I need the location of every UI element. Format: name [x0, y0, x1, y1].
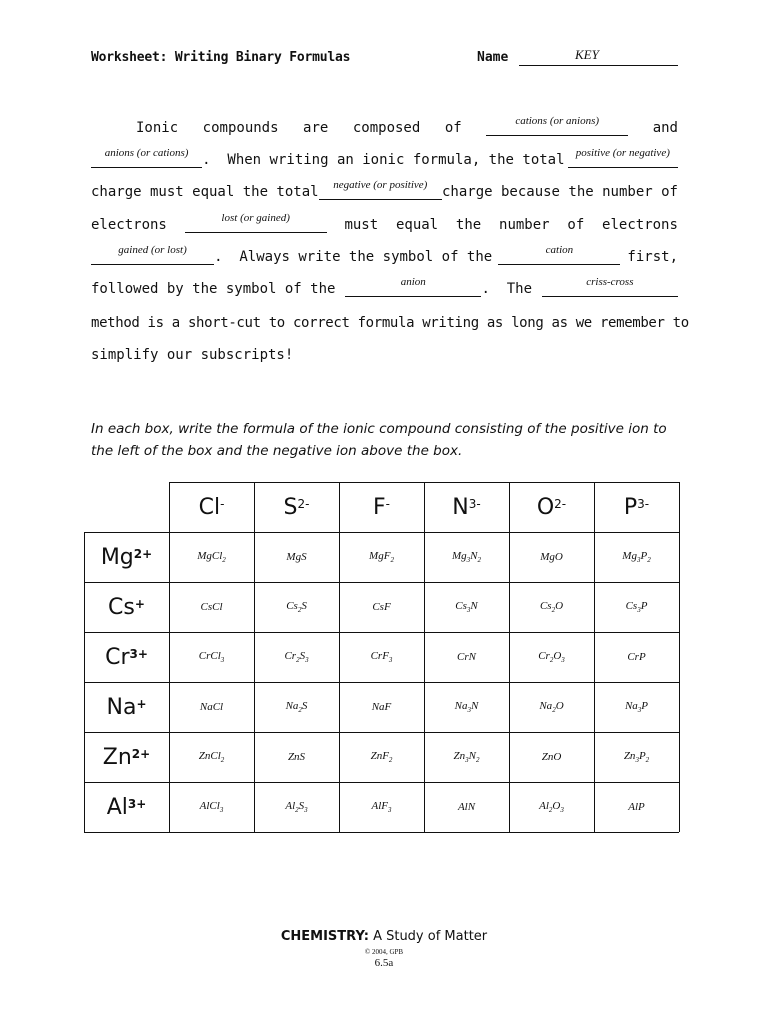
subscript: 2: [296, 656, 300, 665]
subscript: 2: [222, 556, 226, 565]
cation-charge: 3+: [127, 797, 147, 811]
formula-cell[interactable]: [594, 532, 679, 582]
element-symbol: AlP: [628, 801, 645, 813]
anion-header: [594, 482, 679, 532]
element-symbol: Mg: [451, 549, 467, 562]
subscript: 3: [305, 656, 309, 665]
text: charge must equal the total: [91, 184, 319, 200]
formula-text: [285, 800, 307, 814]
cation-label: [84, 732, 169, 782]
formula-cell[interactable]: [594, 682, 679, 732]
formula-text: [369, 550, 394, 564]
element-symbol: S: [301, 599, 307, 612]
word: composed: [352, 120, 421, 136]
anion-charge: 2-: [554, 497, 567, 511]
cation-label: [84, 582, 169, 632]
text: . The: [481, 281, 533, 297]
formula-text: [628, 801, 645, 813]
element-symbol: CrN: [457, 651, 476, 663]
text: method is a short-cut to correct formula writing as long as we remember to: [91, 315, 689, 331]
element-symbol: S: [301, 699, 308, 712]
formula-text: [627, 651, 645, 663]
formula-cell[interactable]: [594, 582, 679, 632]
text: simplify our subscripts!: [91, 347, 294, 363]
answer-2: anions (or cations): [104, 147, 189, 159]
paragraph-line-3: [91, 178, 678, 200]
subscript: 3: [561, 656, 565, 665]
formula-cell[interactable]: [339, 532, 424, 582]
element-symbol: O: [553, 649, 562, 662]
element-symbol: Na: [285, 699, 299, 712]
formula-cell[interactable]: [169, 782, 254, 832]
element-symbol: O: [555, 699, 564, 712]
word: compounds: [202, 120, 279, 136]
formula-text: [542, 751, 562, 763]
subscript: 2: [297, 606, 302, 615]
formula-cell[interactable]: [424, 582, 509, 632]
answer-9: criss-cross: [586, 276, 634, 288]
formula-text: [458, 801, 475, 813]
element-symbol: CrP: [627, 651, 646, 663]
formula-text: [540, 600, 563, 614]
blank-4[interactable]: [319, 181, 442, 200]
element-symbol: Zn: [453, 749, 466, 762]
name-line: [519, 65, 678, 66]
anion-charge: 3-: [468, 497, 481, 511]
formula-text: [286, 551, 306, 563]
subscript: 2: [549, 656, 554, 665]
element-symbol: O: [555, 599, 564, 612]
anion-symbol: N: [452, 494, 469, 520]
blank-1[interactable]: [486, 117, 628, 136]
word: the: [455, 217, 482, 233]
cation-symbol: Zn: [102, 744, 132, 770]
formula-cell[interactable]: [254, 732, 339, 782]
formula-cell[interactable]: [594, 782, 679, 832]
element-symbol: Na: [539, 699, 553, 712]
subscript: 3: [465, 756, 469, 765]
anion-symbol: P: [623, 494, 638, 520]
element-symbol: S: [298, 799, 305, 812]
formula-cell[interactable]: [424, 632, 509, 682]
subscript: 3: [304, 806, 308, 815]
element-symbol: Al: [285, 799, 296, 812]
formula-text: [200, 701, 223, 713]
subscript: 3: [219, 806, 224, 815]
anion-charge: -: [220, 497, 225, 511]
ionic-compound-grid: [84, 482, 679, 832]
element-symbol: AlF: [371, 799, 388, 812]
element-symbol: NaCl: [199, 701, 224, 713]
element-symbol: MgF: [369, 549, 391, 562]
element-symbol: N: [470, 549, 478, 562]
formula-cell[interactable]: [339, 582, 424, 632]
anion-symbol: Cl: [198, 494, 221, 520]
paragraph-line-1: [136, 114, 678, 136]
cation-symbol: Na: [106, 694, 137, 720]
answer-8: anion: [400, 276, 426, 288]
cation-charge: 2+: [131, 747, 151, 761]
subscript: 2: [645, 756, 650, 765]
formula-text: [372, 601, 390, 613]
formula-text: [286, 600, 307, 614]
formula-cell[interactable]: [424, 682, 509, 732]
answer-7: cation: [545, 244, 574, 256]
word: number: [499, 217, 550, 233]
formula-text: [284, 650, 308, 664]
blank-2[interactable]: [91, 149, 202, 168]
anion-symbol: F: [373, 494, 386, 520]
cation-label: [84, 532, 169, 582]
word: electrons: [602, 217, 678, 233]
formula-text: [200, 601, 222, 613]
answer-6: gained (or lost): [118, 244, 187, 256]
subscript: 3: [220, 656, 225, 665]
blank-5[interactable]: [185, 214, 327, 233]
cation-label: [84, 682, 169, 732]
element-symbol: ZnCl: [198, 749, 221, 762]
word: equal: [395, 217, 439, 233]
formula-text: [452, 550, 481, 564]
element-symbol: P: [638, 749, 646, 762]
element-symbol: ZnS: [287, 751, 306, 763]
word: of: [567, 217, 585, 233]
anion-header: [509, 482, 594, 532]
subscript: 2: [388, 756, 393, 765]
subscript: 2: [220, 756, 225, 765]
subscript: 3: [388, 806, 392, 815]
element-symbol: Na: [454, 699, 468, 712]
formula-text: [457, 651, 476, 663]
formula-text: [200, 800, 224, 814]
element-symbol: MgS: [286, 551, 307, 563]
formula-cell[interactable]: [509, 632, 594, 682]
formula-cell[interactable]: [339, 732, 424, 782]
formula-text: [539, 800, 564, 814]
cation-charge: 3+: [129, 647, 148, 661]
page-number: 6.5a: [374, 957, 394, 969]
element-symbol: MgO: [540, 551, 563, 563]
formula-cell[interactable]: [169, 682, 254, 732]
answer-5: lost (or gained): [221, 212, 290, 224]
answer-1: cations (or anions): [515, 115, 600, 127]
anion-header: [424, 482, 509, 532]
subscript: 2: [647, 556, 651, 565]
anion-symbol: S: [283, 494, 298, 520]
element-symbol: O: [552, 799, 561, 812]
cation-charge: +: [134, 597, 145, 611]
element-symbol: ZnF: [370, 749, 389, 762]
element-symbol: N: [471, 699, 479, 712]
formula-text: [622, 550, 650, 564]
formula-text: [626, 600, 648, 614]
formula-cell[interactable]: [169, 582, 254, 632]
element-symbol: ZnO: [541, 751, 562, 763]
subscript: 3: [560, 806, 564, 815]
subscript: 3: [467, 706, 471, 715]
formula-cell[interactable]: [254, 782, 339, 832]
formula-cell[interactable]: [509, 582, 594, 632]
subscript: 2: [298, 706, 302, 715]
word: electrons: [91, 217, 167, 233]
formula-cell[interactable]: [594, 632, 679, 682]
paragraph-line-8: [91, 341, 678, 363]
worksheet-title: Worksheet: Writing Binary Formulas: [91, 50, 351, 65]
formula-cell[interactable]: [424, 532, 509, 582]
subscript: 3: [466, 556, 471, 565]
subscript: 3: [388, 656, 393, 665]
element-symbol: Cs: [286, 599, 298, 612]
text: . When writing an ionic formula, the total: [202, 152, 565, 168]
formula-cell[interactable]: [169, 532, 254, 582]
subscript: 3: [636, 556, 641, 565]
paragraph-line-2: [91, 146, 678, 168]
subscript: 2: [551, 606, 556, 615]
word: of: [444, 120, 462, 136]
text: charge because the number of: [441, 184, 678, 200]
word: must: [344, 217, 379, 233]
element-symbol: Cs: [625, 599, 638, 612]
subscript: 2: [548, 806, 553, 815]
element-symbol: P: [640, 599, 648, 612]
formula-text: [199, 750, 225, 764]
formula-text: [454, 750, 480, 764]
word: are: [303, 120, 329, 136]
element-symbol: MgCl: [197, 549, 223, 562]
formula-cell[interactable]: [254, 632, 339, 682]
anion-symbol: O: [536, 494, 555, 520]
formula-text: [288, 751, 305, 763]
element-symbol: CsCl: [200, 601, 223, 613]
element-symbol: NaF: [371, 701, 392, 713]
formula-cell[interactable]: [169, 632, 254, 682]
formula-cell[interactable]: [509, 782, 594, 832]
formula-text: [455, 600, 477, 614]
formula-cell[interactable]: [424, 732, 509, 782]
blank-7[interactable]: [498, 246, 620, 265]
element-symbol: Cr: [284, 649, 297, 662]
anion-header: [169, 482, 254, 532]
element-symbol: CsF: [372, 601, 391, 613]
paragraph-line-6: [91, 275, 678, 297]
text: . Always write the symbol of the: [214, 249, 493, 265]
cation-charge: 2+: [133, 547, 153, 561]
text: followed by the symbol of the: [91, 281, 336, 297]
cation-label: [84, 632, 169, 682]
element-symbol: Cs: [539, 599, 552, 612]
element-symbol: AlCl: [199, 799, 220, 812]
anion-header: [339, 482, 424, 532]
answer-4: negative (or positive): [333, 179, 428, 191]
formula-cell[interactable]: [339, 682, 424, 732]
element-symbol: Cr: [538, 649, 550, 662]
paragraph-line-7: [91, 309, 689, 331]
element-symbol: N: [470, 599, 478, 612]
anion-header: [254, 482, 339, 532]
element-symbol: CrCl: [198, 649, 221, 662]
word: and: [652, 120, 678, 136]
cation-symbol: Mg: [100, 544, 134, 570]
formula-text: [372, 800, 392, 814]
blank-8[interactable]: [345, 278, 481, 297]
formula-cell[interactable]: [509, 682, 594, 732]
element-symbol: S: [299, 649, 306, 662]
formula-text: [538, 650, 565, 664]
anion-charge: -: [385, 497, 390, 511]
formula-cell[interactable]: [169, 732, 254, 782]
subscript: 2: [477, 556, 481, 565]
anion-charge: 2-: [297, 497, 310, 511]
subscript: 3: [466, 606, 471, 615]
subscript: 3: [637, 706, 642, 715]
element-symbol: P: [640, 549, 648, 562]
subscript: 3: [635, 756, 639, 765]
formula-cell[interactable]: [254, 532, 339, 582]
brand-bold: CHEMISTRY:: [280, 929, 369, 944]
element-symbol: Mg: [622, 549, 637, 562]
element-symbol: AlN: [457, 801, 476, 813]
word: Ionic: [136, 120, 179, 136]
name-label: Name: [477, 50, 509, 65]
formula-cell[interactable]: [594, 732, 679, 782]
name-answer: KEY: [575, 47, 599, 62]
element-symbol: N: [468, 749, 476, 762]
subscript: 2: [295, 806, 299, 815]
blank-6[interactable]: [91, 246, 214, 265]
formula-text: [199, 650, 225, 664]
formula-cell[interactable]: [509, 532, 594, 582]
paragraph-line-4: [91, 211, 678, 233]
blank-9[interactable]: [542, 278, 678, 297]
formula-cell[interactable]: [339, 632, 424, 682]
copyright: © 2004, GPB: [364, 948, 404, 956]
subscript: 2: [475, 756, 480, 765]
formula-text: [372, 701, 392, 713]
formula-cell[interactable]: [254, 582, 339, 632]
cation-symbol: Cs: [108, 594, 135, 620]
formula-text: [371, 650, 393, 664]
grid-line: [84, 832, 679, 833]
paragraph-line-5: [91, 243, 678, 265]
grid-line: [679, 482, 680, 832]
subscript: 2: [552, 706, 556, 715]
subscript: 3: [637, 606, 641, 615]
word: first,: [627, 249, 678, 265]
anion-charge: 3-: [637, 497, 650, 511]
cation-symbol: Al: [106, 794, 128, 820]
formula-text: [539, 700, 563, 714]
answer-3: positive (or negative): [575, 147, 670, 159]
cation-charge: +: [136, 697, 147, 711]
subscript: 2: [390, 556, 394, 565]
element-symbol: CrF: [370, 649, 389, 662]
formula-text: [625, 700, 648, 714]
element-symbol: Al: [539, 799, 549, 812]
formula-cell[interactable]: [339, 782, 424, 832]
brand-rest: A Study of Matter: [368, 929, 488, 944]
element-symbol: P: [641, 699, 649, 712]
element-symbol: Zn: [623, 749, 636, 762]
formula-text: [455, 700, 479, 714]
instructions: In each box, write the formula of the ionic compound consisting of the positive ion to the left of the box and the negative ion above the box.: [91, 421, 667, 459]
footer-brand: [0, 929, 768, 944]
element-symbol: Cs: [455, 599, 467, 612]
cation-symbol: Cr: [105, 644, 130, 670]
formula-text: [286, 700, 308, 714]
formula-text: [371, 750, 393, 764]
formula-cell[interactable]: [424, 782, 509, 832]
cation-label: [84, 782, 169, 832]
element-symbol: Na: [624, 699, 638, 712]
formula-cell[interactable]: [509, 732, 594, 782]
formula-cell[interactable]: [254, 682, 339, 732]
formula-text: [624, 750, 649, 764]
blank-3[interactable]: [568, 149, 678, 168]
formula-text: [197, 550, 226, 564]
formula-text: [540, 551, 563, 563]
